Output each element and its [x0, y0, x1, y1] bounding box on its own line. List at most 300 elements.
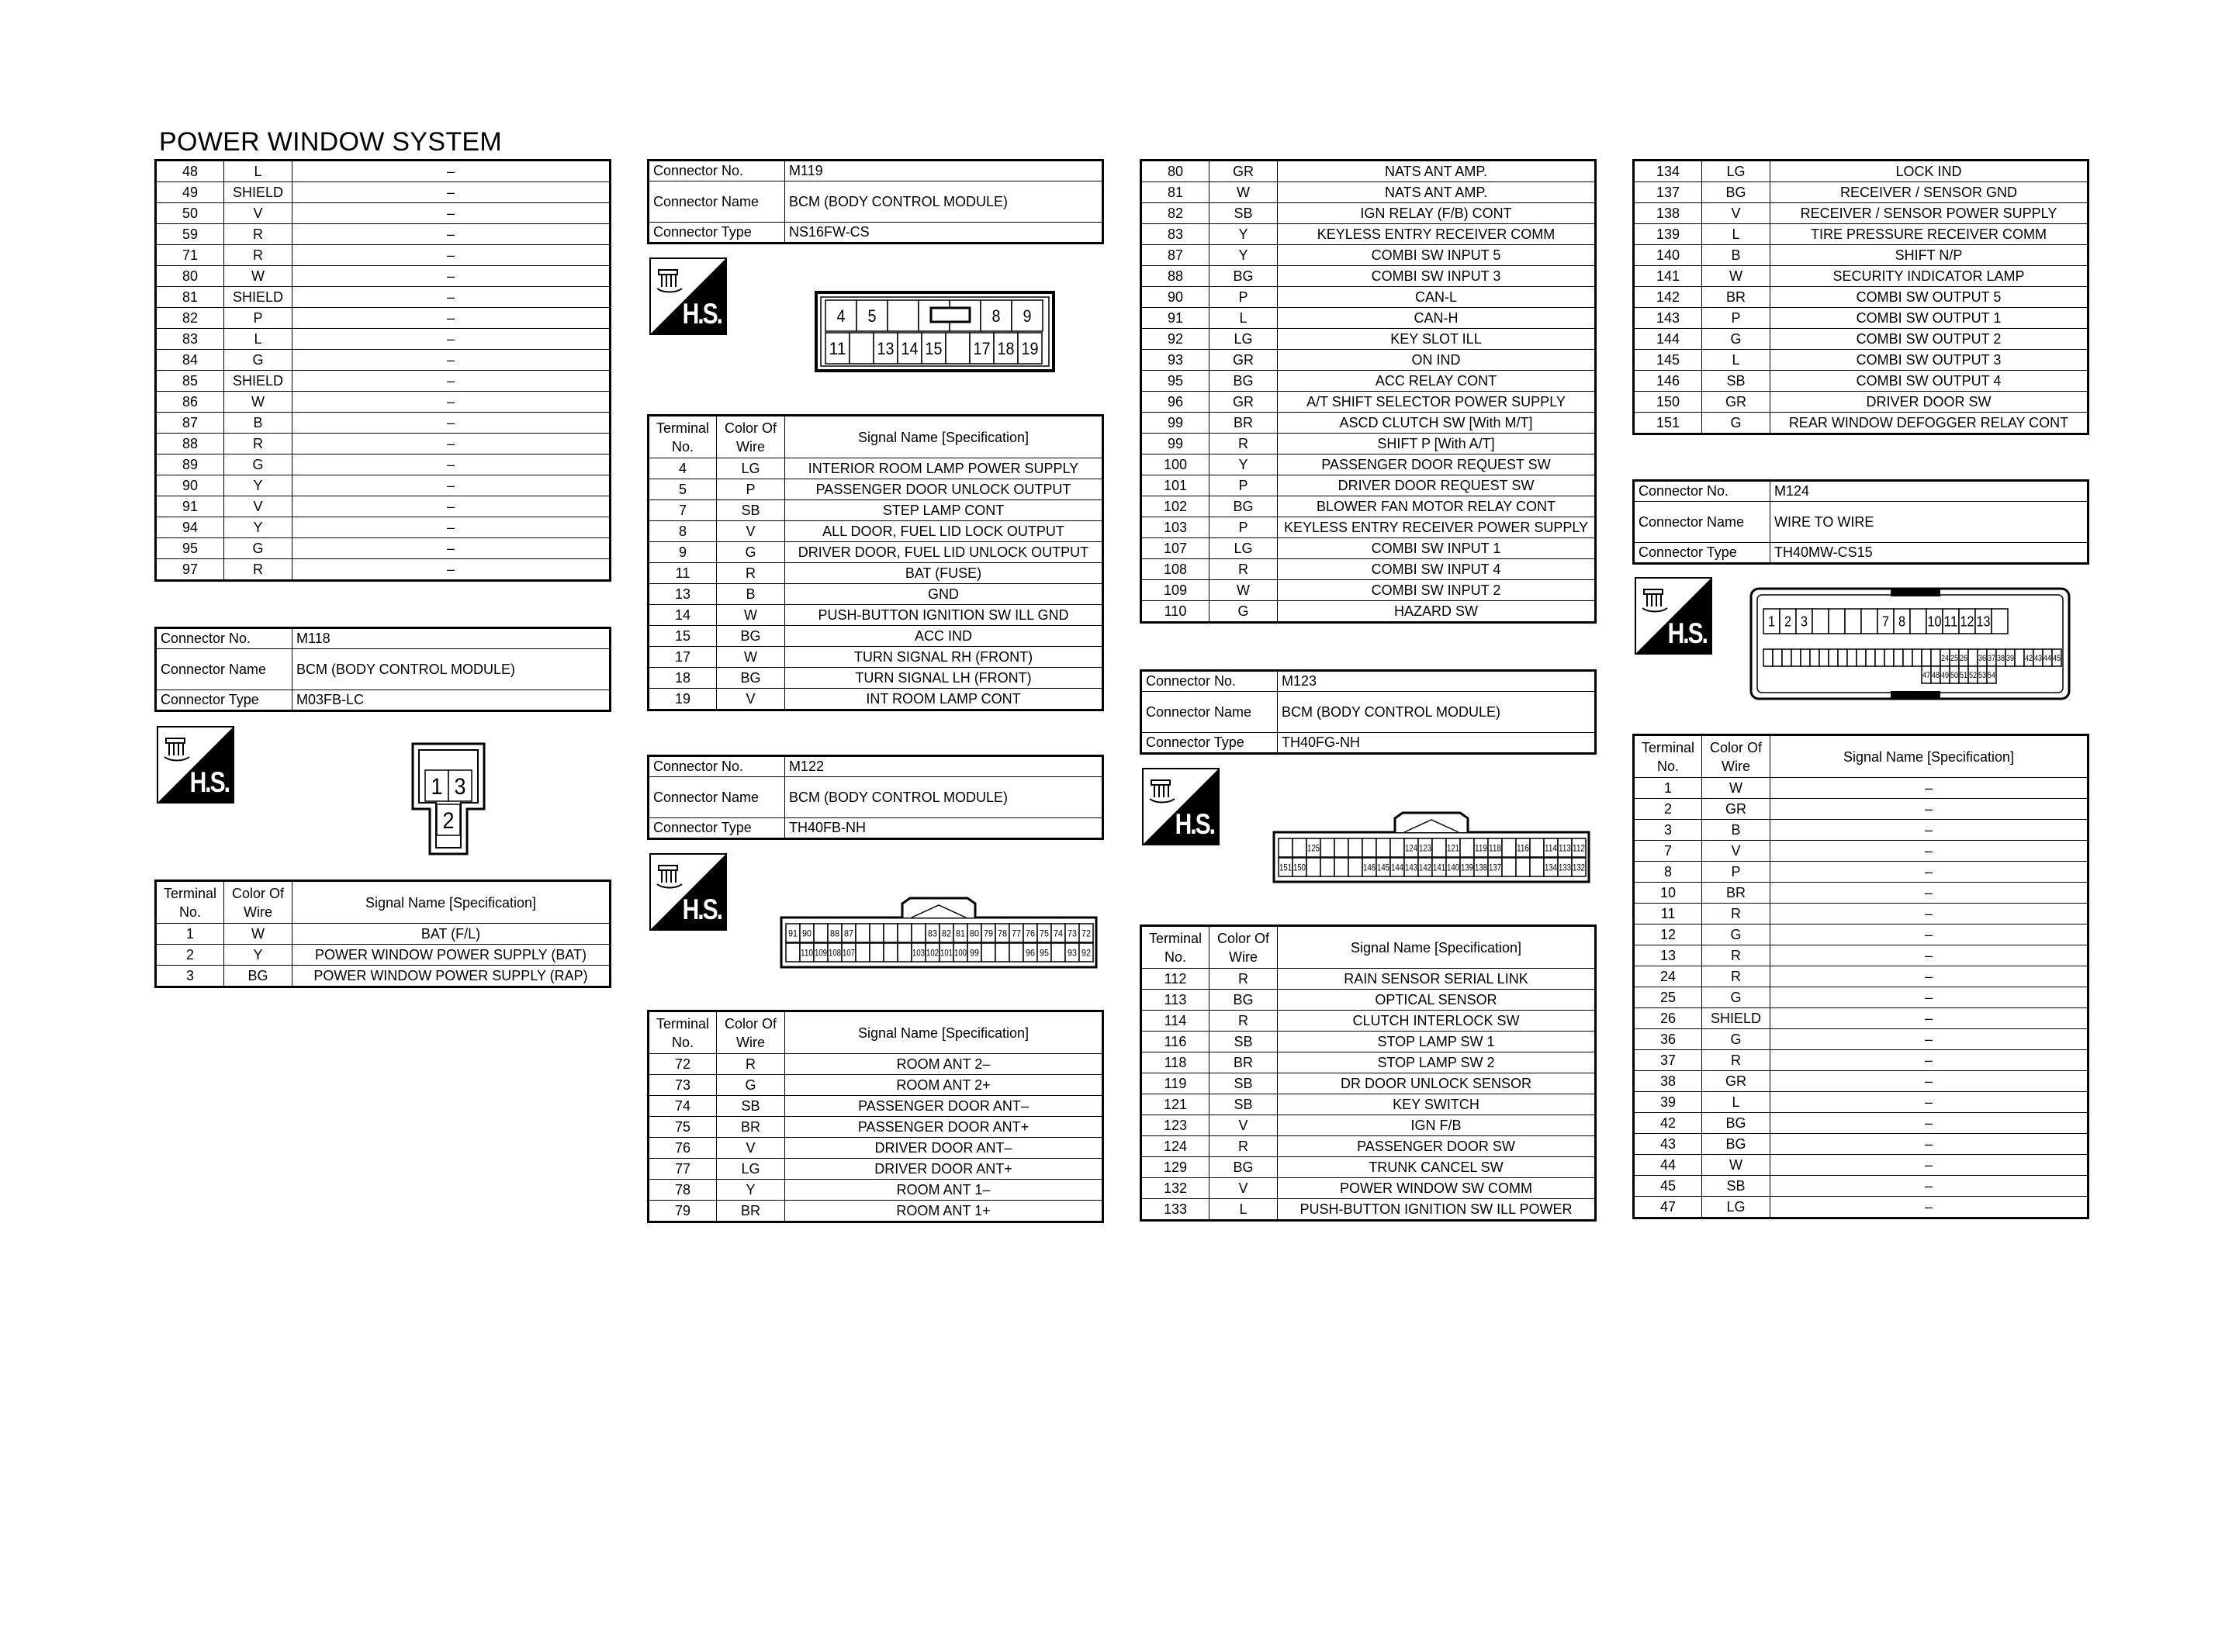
- signal-name-cell: ASCD CLUTCH SW [With M/T]: [1278, 413, 1596, 434]
- signal-name-header: Signal Name [Specification]: [292, 881, 611, 924]
- connector-latch-bottom: [1891, 691, 1940, 699]
- table-row: [1634, 371, 2088, 392]
- terminal-no-cell: 13: [649, 584, 717, 605]
- terminal-no-cell: 100: [1141, 454, 1209, 475]
- signal-name-cell: KEY SWITCH: [1278, 1094, 1596, 1115]
- terminal-no-cell: 108: [1141, 559, 1209, 580]
- terminal-no-cell: 1: [156, 924, 224, 945]
- wire-color-cell: BG: [717, 668, 785, 689]
- pin-number: 13: [1976, 613, 1991, 630]
- wire-color-cell: W: [224, 392, 292, 413]
- wire-color-cell: P: [1209, 287, 1278, 308]
- pin-cavity: [995, 943, 1009, 962]
- pin-cavity: [1051, 943, 1065, 962]
- wire-color-cell: R: [1702, 904, 1770, 924]
- pin-number: 134: [1545, 862, 1558, 873]
- pin-number: 10: [1927, 613, 1942, 630]
- pin-number: 102: [926, 947, 940, 959]
- wire-color-cell: W: [224, 266, 292, 287]
- connector-no-value: M123: [1278, 671, 1596, 692]
- terminal-table-m122-continued: [1140, 159, 1597, 624]
- table-row: [156, 434, 611, 454]
- pin-cavity: [1894, 649, 1903, 666]
- wire-color-cell: BG: [1209, 371, 1278, 392]
- terminal-no-cell: 83: [1141, 224, 1209, 245]
- signal-name-cell: –: [1770, 987, 2088, 1008]
- table-row: [1141, 245, 1596, 266]
- signal-name-header: Signal Name [Specification]: [785, 1011, 1103, 1054]
- signal-name-cell: DRIVER DOOR ANT–: [785, 1138, 1103, 1159]
- signal-name-cell: SHIFT N/P: [1770, 245, 2088, 266]
- wire-color-cell: BG: [717, 626, 785, 647]
- pin-number: 37: [1988, 653, 1995, 663]
- wire-color-cell: V: [1209, 1178, 1278, 1199]
- pin-number: 53: [1978, 670, 1986, 680]
- wire-color-cell: V: [717, 521, 785, 542]
- harness-side-badge-m122: [649, 853, 727, 931]
- pin-number: 100: [954, 947, 967, 959]
- terminal-no-cell: 48: [156, 161, 224, 182]
- terminal-no-cell: 92: [1141, 329, 1209, 350]
- wire-color-cell: SB: [1209, 1094, 1278, 1115]
- wire-color-cell: B: [717, 584, 785, 605]
- wire-color-cell: R: [1209, 559, 1278, 580]
- table-row: [1141, 434, 1596, 454]
- table-row: [649, 626, 1103, 647]
- terminal-no-cell: 80: [156, 266, 224, 287]
- pin-cavity: [1857, 649, 1866, 666]
- pin-cavity: [1838, 649, 1847, 666]
- pin-cavity: [1763, 649, 1773, 666]
- pin-number: 3: [1801, 613, 1808, 630]
- connector-info-m118: [154, 627, 611, 712]
- pin-number: 76: [1026, 928, 1036, 939]
- connector-no-label: Connector No.: [649, 161, 785, 181]
- terminal-no-cell: 2: [156, 945, 224, 966]
- wire-color-cell: G: [1702, 987, 1770, 1008]
- table-row: [1634, 820, 2088, 841]
- harness-side-badge-m118: [157, 726, 234, 804]
- terminal-no-cell: 86: [156, 392, 224, 413]
- signal-name-cell: PASSENGER DOOR ANT+: [785, 1117, 1103, 1138]
- terminal-no-cell: 71: [156, 245, 224, 266]
- wire-color-cell: L: [1209, 1199, 1278, 1221]
- signal-name-cell: RECEIVER / SENSOR GND: [1770, 182, 2088, 203]
- connector-latch: [1395, 813, 1468, 832]
- connector-name-value: WIRE TO WIRE: [1770, 502, 2088, 543]
- terminal-no-cell: 114: [1141, 1011, 1209, 1032]
- terminal-no-cell: 91: [1141, 308, 1209, 329]
- wire-color-cell: BR: [1209, 413, 1278, 434]
- terminal-no-cell: 142: [1634, 287, 1702, 308]
- terminal-no-cell: 138: [1634, 203, 1702, 224]
- wire-color-cell: SB: [1209, 203, 1278, 224]
- table-row: [156, 559, 611, 581]
- signal-name-cell: –: [1770, 1155, 2088, 1176]
- pin-number: 81: [956, 928, 966, 939]
- wire-color-cell: V: [224, 203, 292, 224]
- signal-name-cell: –: [292, 245, 611, 266]
- connector-face-m122: [780, 896, 1098, 969]
- pin-number: 45: [2053, 653, 2061, 663]
- signal-name-cell: OPTICAL SENSOR: [1278, 990, 1596, 1011]
- terminal-no-cell: 26: [1634, 1008, 1702, 1029]
- wire-color-cell: R: [717, 563, 785, 584]
- terminal-no-header: Terminal No.: [649, 1011, 717, 1054]
- pin-number: 125: [1307, 842, 1320, 854]
- terminal-no-cell: 45: [1634, 1176, 1702, 1197]
- pin-cavity: [814, 924, 828, 942]
- table-row: [1141, 454, 1596, 475]
- table-row: [649, 458, 1103, 479]
- wire-color-cell: BG: [1209, 266, 1278, 287]
- table-row: [1141, 203, 1596, 224]
- connector-no-value: M119: [785, 161, 1103, 181]
- pin-cavity: [856, 943, 870, 962]
- wire-color-cell: Y: [1209, 224, 1278, 245]
- pin-cavity: [1348, 838, 1362, 857]
- wire-color-cell: V: [1209, 1115, 1278, 1136]
- signal-name-cell: ACC IND: [785, 626, 1103, 647]
- terminal-no-cell: 49: [156, 182, 224, 203]
- table-row: [1634, 1176, 2088, 1197]
- pin-number: 114: [1545, 842, 1558, 854]
- terminal-no-cell: 11: [649, 563, 717, 584]
- terminal-no-cell: 103: [1141, 517, 1209, 538]
- pin-number: 24: [1941, 653, 1949, 663]
- wire-color-cell: V: [717, 1138, 785, 1159]
- table-row: [1141, 969, 1596, 990]
- signal-name-cell: DRIVER DOOR, FUEL LID UNLOCK OUTPUT: [785, 542, 1103, 563]
- terminal-no-cell: 10: [1634, 883, 1702, 904]
- terminal-no-header: Terminal No.: [156, 881, 224, 924]
- pin-cavity: [1376, 838, 1390, 857]
- terminal-no-cell: 129: [1141, 1157, 1209, 1178]
- harness-side-label: H.S.: [189, 766, 229, 799]
- terminal-no-cell: 123: [1141, 1115, 1209, 1136]
- signal-name-cell: –: [292, 308, 611, 329]
- pin-number: 49: [1941, 670, 1949, 680]
- signal-name-cell: –: [292, 203, 611, 224]
- terminal-no-cell: 88: [156, 434, 224, 454]
- pin-cavity: [1432, 838, 1446, 857]
- connector-name-label: Connector Name: [1634, 502, 1770, 543]
- terminal-no-cell: 116: [1141, 1032, 1209, 1052]
- wire-color-cell: SB: [1702, 1176, 1770, 1197]
- pin-number: 43: [2034, 653, 2042, 663]
- terminal-no-cell: 143: [1634, 308, 1702, 329]
- wire-color-cell: LG: [1702, 161, 1770, 182]
- table-row: [1634, 1155, 2088, 1176]
- terminal-no-cell: 76: [649, 1138, 717, 1159]
- terminal-no-cell: 1: [1634, 778, 1702, 799]
- terminal-no-cell: 94: [156, 517, 224, 538]
- signal-name-cell: ROOM ANT 2–: [785, 1054, 1103, 1075]
- terminal-table-m118: [154, 880, 611, 988]
- wire-color-header: Color Of Wire: [717, 1011, 785, 1054]
- wire-color-cell: G: [717, 1075, 785, 1096]
- terminal-no-cell: 14: [649, 605, 717, 626]
- connector-type-value: TH40MW-CS15: [1770, 543, 2088, 564]
- wire-color-cell: LG: [717, 1159, 785, 1180]
- terminal-no-cell: 15: [649, 626, 717, 647]
- table-row: [1634, 1029, 2088, 1050]
- table-row: [649, 647, 1103, 668]
- pin-cavity: [1530, 858, 1544, 876]
- terminal-no-cell: 72: [649, 1054, 717, 1075]
- table-row: [1634, 203, 2088, 224]
- pin-number: 103: [912, 947, 926, 959]
- terminal-no-cell: 47: [1634, 1197, 1702, 1218]
- wire-color-cell: W: [1702, 266, 1770, 287]
- pin-number: 42: [2025, 653, 2033, 663]
- pin-cavity: [1348, 858, 1362, 876]
- signal-name-cell: ALL DOOR, FUEL LID LOCK OUTPUT: [785, 521, 1103, 542]
- table-row: [649, 1075, 1103, 1096]
- pin-cavity: [912, 924, 926, 942]
- signal-name-cell: –: [1770, 1092, 2088, 1113]
- pin-number: 116: [1517, 842, 1530, 854]
- pin-number: 118: [1489, 842, 1502, 854]
- wire-color-cell: L: [224, 329, 292, 350]
- table-row: [1141, 1199, 1596, 1221]
- table-row: [1141, 161, 1596, 182]
- pin-number: 145: [1377, 862, 1390, 873]
- table-row: [649, 689, 1103, 710]
- wire-color-cell: R: [224, 224, 292, 245]
- terminal-no-cell: 121: [1141, 1094, 1209, 1115]
- pin-number: 108: [829, 947, 842, 959]
- signal-name-cell: ROOM ANT 1+: [785, 1201, 1103, 1222]
- terminal-no-cell: 43: [1634, 1134, 1702, 1155]
- connector-type-label: Connector Type: [649, 818, 785, 839]
- pin-number: 151: [1279, 862, 1293, 873]
- terminal-no-cell: 150: [1634, 392, 1702, 413]
- pin-number: 107: [843, 947, 856, 959]
- terminal-no-cell: 3: [156, 966, 224, 987]
- terminal-no-cell: 90: [1141, 287, 1209, 308]
- terminal-no-cell: 73: [649, 1075, 717, 1096]
- signal-name-cell: –: [1770, 945, 2088, 966]
- table-row: [156, 203, 611, 224]
- pin-number: 38: [1997, 653, 2005, 663]
- terminal-no-cell: 109: [1141, 580, 1209, 601]
- table-row: [1634, 245, 2088, 266]
- pin-number: 95: [1040, 947, 1050, 959]
- table-row: [1141, 1178, 1596, 1199]
- signal-name-cell: COMBI SW INPUT 2: [1278, 580, 1596, 601]
- signal-name-cell: –: [292, 371, 611, 392]
- signal-name-cell: COMBI SW INPUT 4: [1278, 559, 1596, 580]
- terminal-no-cell: 36: [1634, 1029, 1702, 1050]
- signal-name-cell: COMBI SW OUTPUT 4: [1770, 371, 2088, 392]
- pin-cavity: [1009, 943, 1023, 962]
- pin-number: 39: [2006, 653, 2014, 663]
- pin-number: 12: [1960, 613, 1974, 630]
- terminal-no-cell: 25: [1634, 987, 1702, 1008]
- wire-color-cell: B: [224, 413, 292, 434]
- wire-color-cell: Y: [1209, 454, 1278, 475]
- wire-color-cell: V: [224, 496, 292, 517]
- signal-name-cell: –: [1770, 1008, 2088, 1029]
- wire-color-cell: BG: [1209, 990, 1278, 1011]
- signal-name-cell: KEYLESS ENTRY RECEIVER POWER SUPPLY: [1278, 517, 1596, 538]
- table-row: [1141, 371, 1596, 392]
- table-row: [1634, 1008, 2088, 1029]
- pin-cavity: [1931, 649, 1940, 666]
- signal-name-cell: SECURITY INDICATOR LAMP: [1770, 266, 2088, 287]
- pin-number: 48: [1932, 670, 1940, 680]
- pin-cavity: [856, 924, 870, 942]
- terminal-no-cell: 132: [1141, 1178, 1209, 1199]
- signal-name-cell: CAN-L: [1278, 287, 1596, 308]
- connector-face-m119: [815, 291, 1055, 372]
- terminal-no-cell: 112: [1141, 969, 1209, 990]
- signal-name-cell: STEP LAMP CONT: [785, 500, 1103, 521]
- pin-cavity: [1861, 609, 1877, 634]
- table-row: [649, 668, 1103, 689]
- wire-color-cell: B: [1702, 245, 1770, 266]
- pin-cavity: [1922, 649, 1931, 666]
- wire-color-cell: BG: [1209, 1157, 1278, 1178]
- signal-name-cell: –: [292, 538, 611, 559]
- terminal-no-cell: 90: [156, 475, 224, 496]
- table-row: [1141, 1032, 1596, 1052]
- table-row: [1634, 392, 2088, 413]
- wire-color-cell: W: [717, 647, 785, 668]
- terminal-no-cell: 42: [1634, 1113, 1702, 1134]
- signal-name-cell: –: [292, 559, 611, 581]
- signal-name-cell: BAT (FUSE): [785, 563, 1103, 584]
- signal-name-cell: –: [1770, 924, 2088, 945]
- pin-cavity: [1516, 858, 1530, 876]
- pin-number: 74: [1054, 928, 1064, 939]
- connector-name-label: Connector Name: [156, 649, 292, 690]
- pin-number: 87: [844, 928, 854, 939]
- wire-color-cell: SB: [717, 1096, 785, 1117]
- signal-name-cell: PASSENGER DOOR ANT–: [785, 1096, 1103, 1117]
- wire-color-cell: R: [1209, 969, 1278, 990]
- signal-name-cell: IGN RELAY (F/B) CONT: [1278, 203, 1596, 224]
- terminal-no-cell: 139: [1634, 224, 1702, 245]
- pin-number: 11: [829, 338, 846, 358]
- terminal-no-cell: 78: [649, 1180, 717, 1201]
- pin-number: 92: [1081, 947, 1092, 959]
- terminal-no-cell: 3: [1634, 820, 1702, 841]
- table-row: [1634, 1197, 2088, 1218]
- pin-number: 141: [1433, 862, 1446, 873]
- table-row: [1141, 1094, 1596, 1115]
- terminal-no-cell: 81: [156, 287, 224, 308]
- signal-name-cell: TURN SIGNAL LH (FRONT): [785, 668, 1103, 689]
- connector-no-label: Connector No.: [156, 628, 292, 649]
- connector-type-label: Connector Type: [1141, 733, 1278, 754]
- table-row: [649, 542, 1103, 563]
- wire-color-header: Color Of Wire: [224, 881, 292, 924]
- signal-name-cell: GND: [785, 584, 1103, 605]
- wire-color-cell: BR: [717, 1201, 785, 1222]
- terminal-no-cell: 38: [1634, 1071, 1702, 1092]
- pin-cavity: [1992, 609, 2008, 634]
- pin-number: 109: [815, 947, 828, 959]
- table-row: [1634, 182, 2088, 203]
- table-row: [1634, 799, 2088, 820]
- wire-color-cell: SB: [1209, 1032, 1278, 1052]
- table-row: [649, 1138, 1103, 1159]
- table-row: [1634, 945, 2088, 966]
- wire-color-cell: SHIELD: [224, 371, 292, 392]
- pin-number: 124: [1405, 842, 1418, 854]
- terminal-table-m124: [1632, 734, 2089, 1219]
- wire-color-cell: LG: [1702, 1197, 1770, 1218]
- wire-color-cell: L: [1702, 224, 1770, 245]
- terminal-no-cell: 17: [649, 647, 717, 668]
- terminal-no-cell: 93: [1141, 350, 1209, 371]
- pin-number: 2: [442, 807, 455, 834]
- terminal-no-cell: 88: [1141, 266, 1209, 287]
- wire-color-cell: R: [1209, 434, 1278, 454]
- signal-name-cell: –: [292, 182, 611, 203]
- page-title: POWER WINDOW SYSTEM: [159, 127, 503, 157]
- wire-color-header: Color Of Wire: [717, 416, 785, 458]
- connector-no-label: Connector No.: [649, 756, 785, 777]
- pin-number: 50: [1950, 670, 1958, 680]
- terminal-no-cell: 96: [1141, 392, 1209, 413]
- signal-name-cell: –: [292, 517, 611, 538]
- table-row: [649, 1201, 1103, 1222]
- harness-side-label: H.S.: [1667, 617, 1707, 650]
- pin-number: 9: [1023, 306, 1032, 326]
- terminal-no-cell: 2: [1634, 799, 1702, 820]
- connector-info-m122: [647, 755, 1104, 840]
- terminal-no-cell: 113: [1141, 990, 1209, 1011]
- connector-info-m119: [647, 159, 1104, 244]
- pin-number: 77: [1012, 928, 1022, 939]
- connector-name-label: Connector Name: [649, 181, 785, 223]
- wire-color-cell: GR: [1209, 392, 1278, 413]
- wire-color-cell: G: [224, 350, 292, 371]
- signal-name-cell: –: [1770, 1134, 2088, 1155]
- wire-color-cell: BR: [1209, 1052, 1278, 1073]
- signal-name-cell: –: [292, 413, 611, 434]
- terminal-table-m123: [1140, 924, 1597, 1222]
- connector-no-value: M118: [292, 628, 611, 649]
- harness-side-label: H.S.: [682, 893, 722, 926]
- table-row: [156, 392, 611, 413]
- connector-latch: [902, 898, 975, 918]
- harness-side-badge-m124: [1635, 577, 1712, 655]
- pin-number: 17: [973, 338, 991, 358]
- connector-no-label: Connector No.: [1141, 671, 1278, 692]
- wire-color-cell: L: [1209, 308, 1278, 329]
- pin-number: 121: [1447, 842, 1460, 854]
- wire-color-cell: SB: [1209, 1073, 1278, 1094]
- terminal-table-m123-continued: [1632, 159, 2089, 435]
- wire-color-cell: P: [1209, 517, 1278, 538]
- signal-name-cell: RECEIVER / SENSOR POWER SUPPLY: [1770, 203, 2088, 224]
- terminal-no-cell: 151: [1634, 413, 1702, 434]
- connector-info-m124: [1632, 479, 2089, 565]
- pin-number: 78: [998, 928, 1008, 939]
- terminal-no-cell: 7: [649, 500, 717, 521]
- connector-name-label: Connector Name: [649, 777, 785, 818]
- terminal-no-cell: 140: [1634, 245, 1702, 266]
- terminal-no-header: Terminal No.: [649, 416, 717, 458]
- table-row: [1141, 1157, 1596, 1178]
- pin-cavity: [1845, 609, 1861, 634]
- signal-name-cell: BLOWER FAN MOTOR RELAY CONT: [1278, 496, 1596, 517]
- pin-cavity: [870, 943, 884, 962]
